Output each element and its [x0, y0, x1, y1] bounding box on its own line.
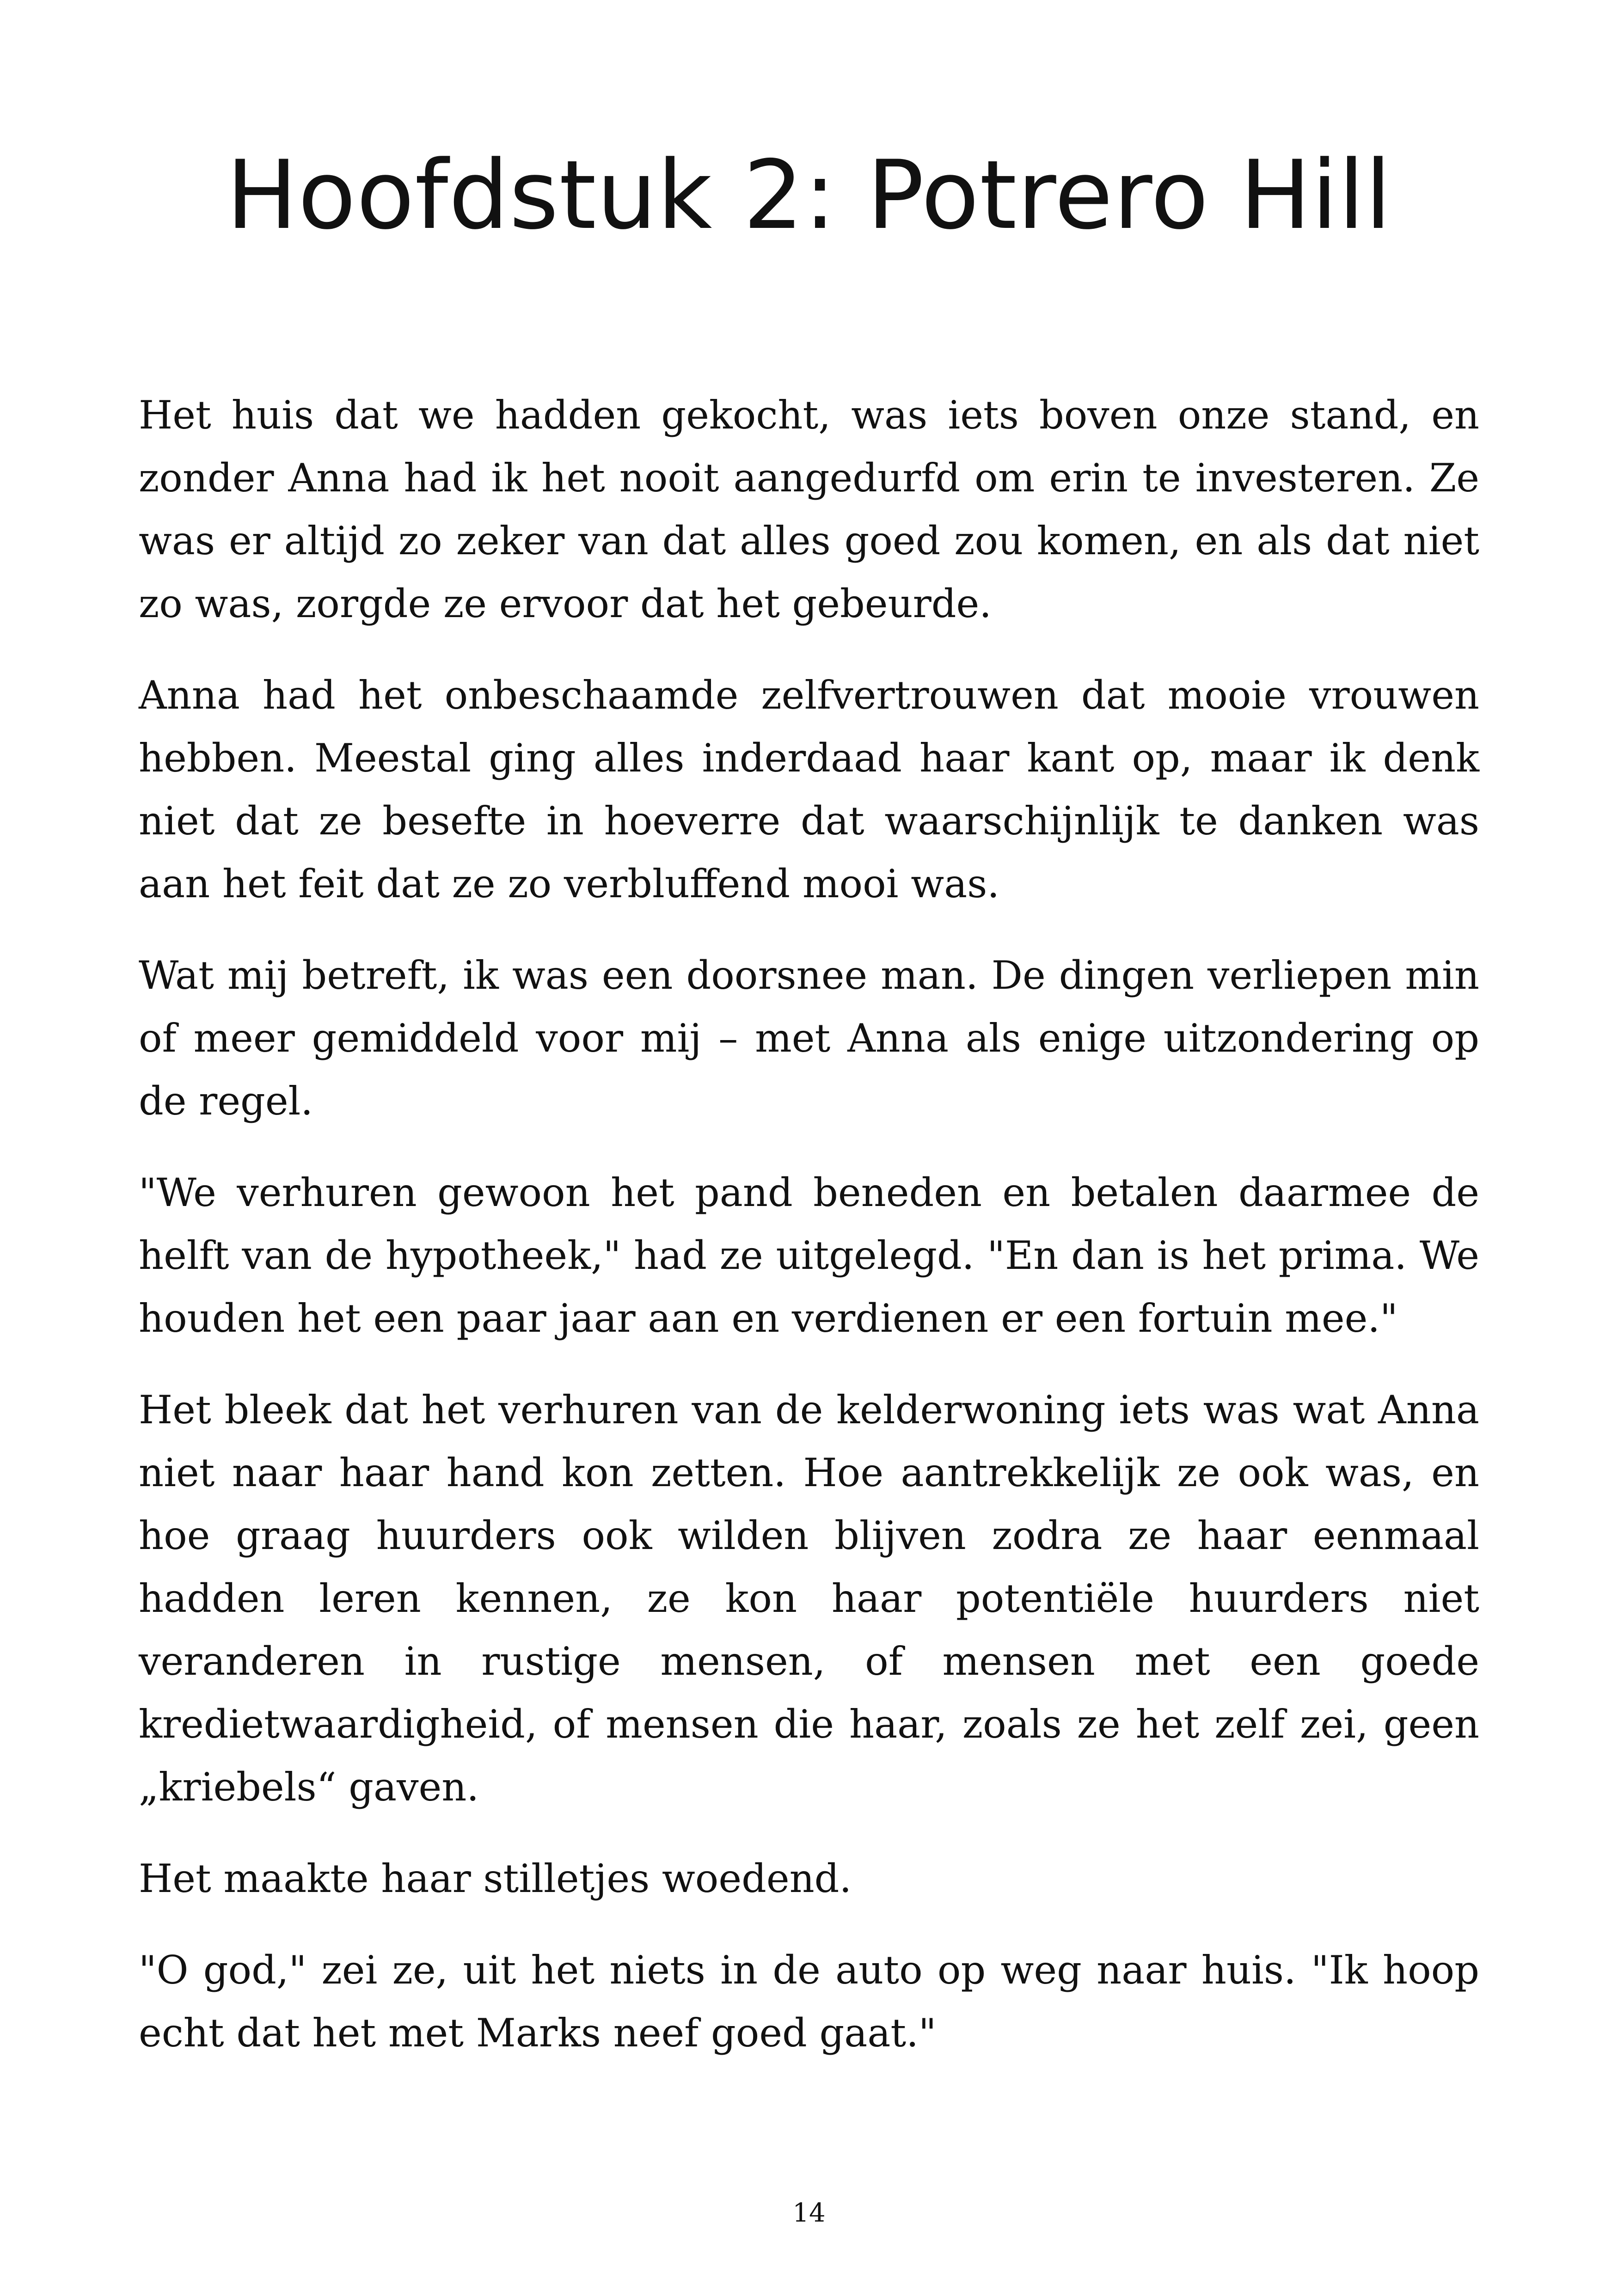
paragraph-4: "We verhuren gewoon het pand beneden en betalen daarmee de helft van de hypotheek," had ze uitgelegd. "En dan is het prima. We houden het een paar jaar aan en verdienen er een fortuin mee.": [139, 1170, 1479, 1341]
chapter-body: [139, 384, 1479, 2093]
paragraph-5: Het bleek dat het verhuren van de kelderwoning iets was wat Anna niet naar haar hand kon zetten. Hoe aantrekkelijk ze ook was, en hoe graag huurders ook wilden blijven zodra ze haar eenmaal hadden leren kennen, ze kon haar potentiële huurders niet veranderen in rustige mensen, of mensen met een goede kredietwaardigheid, of mensen die haar, zoals ze het zelf zei, geen „kriebels“ gaven.: [139, 1387, 1479, 1810]
paragraph-2: Anna had het onbeschaamde zelfvertrouwen dat mooie vrouwen hebben. Meestal ging alles inderdaad haar kant op, maar ik denk niet dat ze besefte in hoeverre dat waarschijnlijk te danken was aan het feit dat ze zo verbluffend mooi was.: [139, 673, 1479, 906]
paragraph-1: Het huis dat we hadden gekocht, was iets boven onze stand, en zonder Anna had ik het nooit aangedurfd om erin te investeren. Ze was er altijd zo zeker van dat alles goed zou komen, en als dat niet zo was, zorgde ze ervoor dat het gebeurde.: [139, 392, 1479, 626]
page-number: 14: [792, 2198, 826, 2228]
paragraph-6: Het maakte haar stilletjes woedend.: [139, 1856, 852, 1901]
paragraph-3: Wat mij betreft, ik was een doorsnee man. De dingen verliepen min of meer gemiddeld voor mij – met Anna als enige uitzondering op de regel.: [139, 953, 1479, 1124]
chapter-title: Hoofdstuk 2: Potrero Hill: [226, 141, 1392, 251]
paragraph-7: "O god," zei ze, uit het niets in de auto op weg naar huis. "Ik hoop echt dat het met Marks neef goed gaat.": [139, 1947, 1479, 2056]
